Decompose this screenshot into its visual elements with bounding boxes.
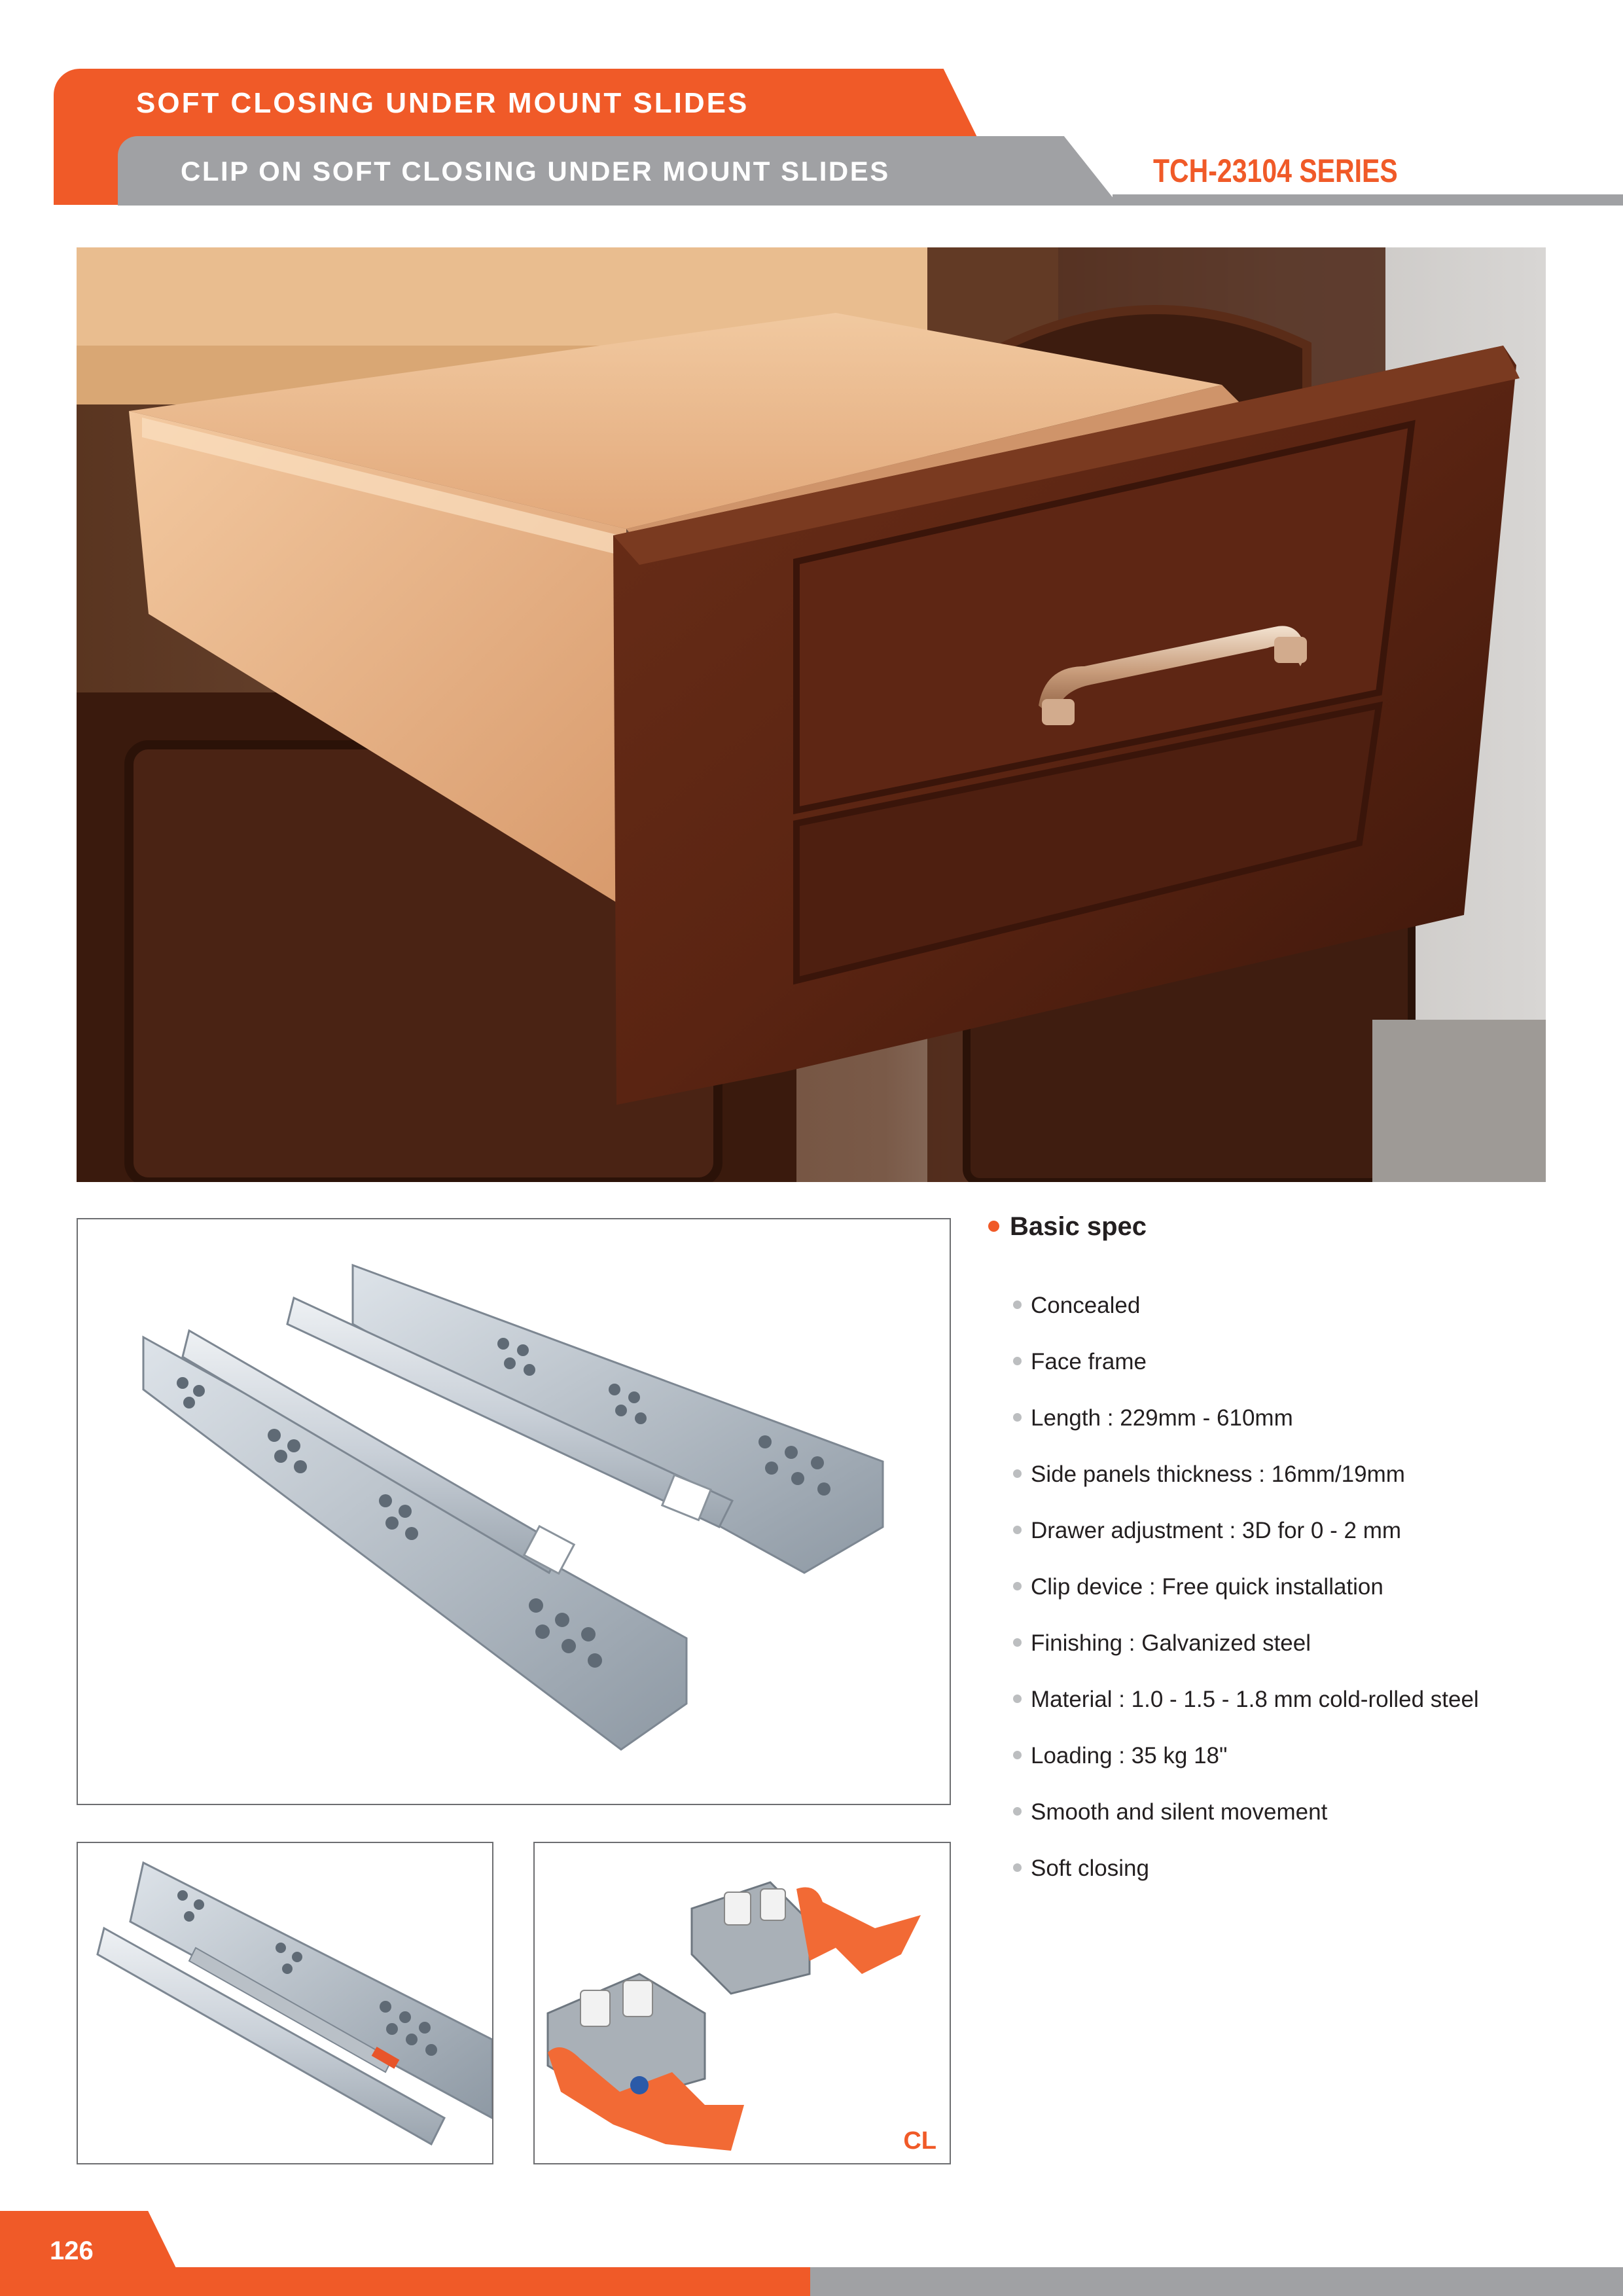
grey-bullet-icon xyxy=(1013,1863,1022,1872)
page-title: SOFT CLOSING UNDER MOUNT SLIDES xyxy=(136,87,749,119)
spec-item: Soft closing xyxy=(1013,1856,1479,1912)
slides-pair-illustration xyxy=(78,1219,950,1804)
series-code: TCH-23104 SERIES xyxy=(1153,152,1398,189)
footer-page-tab xyxy=(0,2211,190,2296)
grey-bullet-icon xyxy=(1013,1413,1022,1422)
grey-bullet-icon xyxy=(1013,1638,1022,1647)
grey-bullet-icon xyxy=(1013,1357,1022,1365)
slide-closeup-frame xyxy=(77,1842,493,2164)
grey-bullet-icon xyxy=(1013,1695,1022,1703)
spec-item: Concealed xyxy=(1013,1293,1479,1349)
grey-bullet-icon xyxy=(1013,1469,1022,1478)
slide-closeup-illustration xyxy=(78,1843,492,2163)
footer-grey-bar xyxy=(810,2267,1623,2296)
spec-item: Face frame xyxy=(1013,1349,1479,1405)
spec-heading xyxy=(988,1212,1147,1242)
orange-bullet-icon xyxy=(988,1221,999,1232)
grey-bullet-icon xyxy=(1013,1807,1022,1816)
clip-device-frame xyxy=(533,1842,951,2164)
grey-bullet-icon xyxy=(1013,1582,1022,1590)
drawer-photo xyxy=(77,247,1546,1182)
spec-item: Drawer adjustment : 3D for 0 - 2 mm xyxy=(1013,1518,1479,1574)
spec-item: Smooth and silent movement xyxy=(1013,1799,1479,1856)
spec-item: Length : 229mm - 610mm xyxy=(1013,1405,1479,1462)
header-rule xyxy=(1113,194,1623,206)
grey-bullet-icon xyxy=(1013,1751,1022,1759)
spec-item: Loading : 35 kg 18" xyxy=(1013,1743,1479,1799)
spec-item: Material : 1.0 - 1.5 - 1.8 mm cold-rolled steel xyxy=(1013,1687,1479,1743)
spec-item: Finishing : Galvanized steel xyxy=(1013,1630,1479,1687)
grey-bullet-icon xyxy=(1013,1300,1022,1309)
page-subtitle: CLIP ON SOFT CLOSING UNDER MOUNT SLIDES xyxy=(181,156,890,187)
spec-list xyxy=(1013,1293,1479,1912)
page-number: 126 xyxy=(50,2236,94,2265)
spec-heading-text: Basic spec xyxy=(1010,1212,1147,1241)
grey-bullet-icon xyxy=(1013,1526,1022,1534)
footer-orange-bar xyxy=(144,2267,810,2296)
slides-image-frame xyxy=(77,1218,951,1805)
spec-item: Side panels thickness : 16mm/19mm xyxy=(1013,1462,1479,1518)
clip-device-illustration xyxy=(535,1843,950,2163)
clip-label: CL xyxy=(903,2127,936,2155)
spec-item: Clip device : Free quick installation xyxy=(1013,1574,1479,1630)
